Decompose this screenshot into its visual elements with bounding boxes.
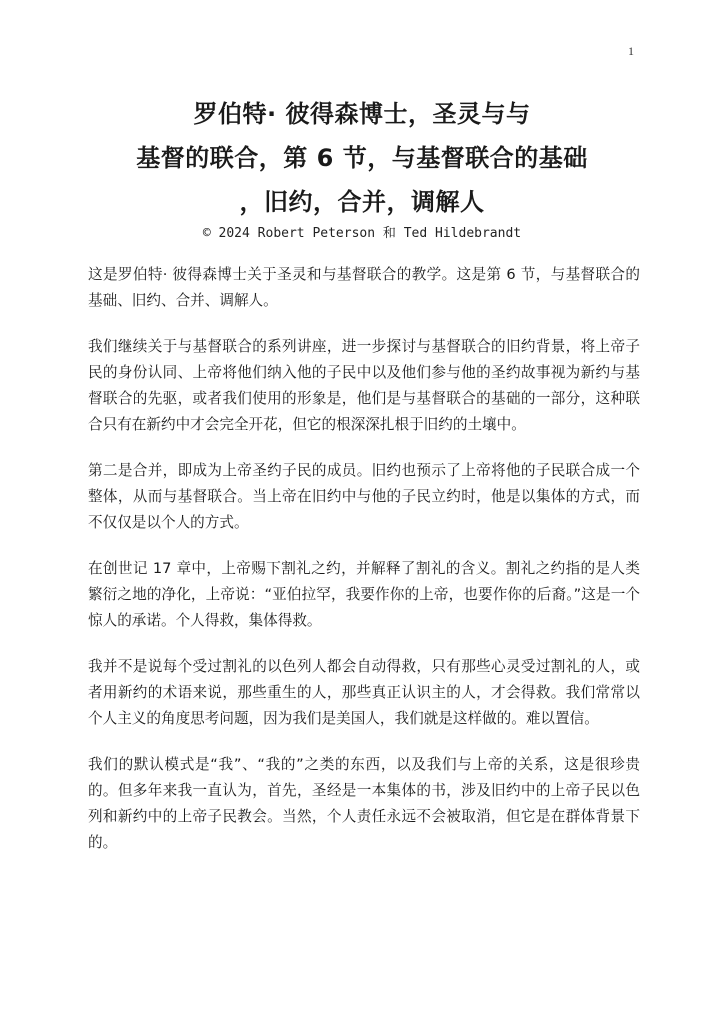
document-title [80, 92, 644, 224]
paragraph-6: 我们的默认模式是“我”、“我的”之类的东西，以及我们与上帝的关系，这是很珍贵的。但多年来我一直认为，首先，圣经是一本集体的书，涉及旧约中的上帝子民以色列和新约中的上帝子民教会。当然，个人责任永远不会被取消，但它是在群体背景下的。 [88, 756, 640, 851]
page-number: 1 [628, 44, 634, 58]
paragraph-2: 我们继续关于与基督联合的系列讲座，进一步探讨与基督联合的旧约背景，将上帝子民的身份认同、上帝将他们纳入他的子民中以及他们参与他的圣约故事视为新约与基督联合的先驱，或者我们使用的形象是，他们是与基督联合的基础的一部分，这种联合只有在新约中才会完全开花，但它的根深深扎根于旧约的土壤中。 [88, 338, 640, 433]
copyright-line: © 2024 Robert Peterson 和 Ted Hildebrandt [202, 226, 522, 241]
paragraph-3: 第二是合并，即成为上帝圣约子民的成员。旧约也预示了上帝将他的子民联合成一个整体，从而与基督联合。当上帝在旧约中与他的子民立约时，他是以集体的方式，而不仅仅是以个人的方式。 [88, 462, 640, 531]
paragraph-5: 我并不是说每个受过割礼的以色列人都会自动得救，只有那些心灵受过割礼的人，或者用新约的术语来说，那些重生的人，那些真正认识主的人，才会得救。我们常常以个人主义的角度思考问题，因为我们是美国人，我们就是这样做的。难以置信。 [88, 658, 640, 727]
title-line-1: 罗伯特· 彼得森博士，圣灵与与 [193, 100, 531, 128]
title-line-2: 基督的联合，第 6 节，与基督联合的基础 [136, 144, 588, 172]
paragraph-1: 这是罗伯特· 彼得森博士关于圣灵和与基督联合的教学。这是第 6 节，与基督联合的基础、旧约、合并、调解人。 [88, 266, 640, 309]
body-text [88, 262, 640, 876]
paragraph-4: 在创世记 17 章中，上帝赐下割礼之约，并解释了割礼的含义。割礼之约指的是人类繁衍之地的净化，上帝说：“亚伯拉罕，我要作你的上帝，也要作你的后裔。”这是一个惊人的承诺。个人得救，集体得救。 [88, 560, 640, 629]
title-line-3: ，旧约，合并，调解人 [239, 188, 485, 216]
